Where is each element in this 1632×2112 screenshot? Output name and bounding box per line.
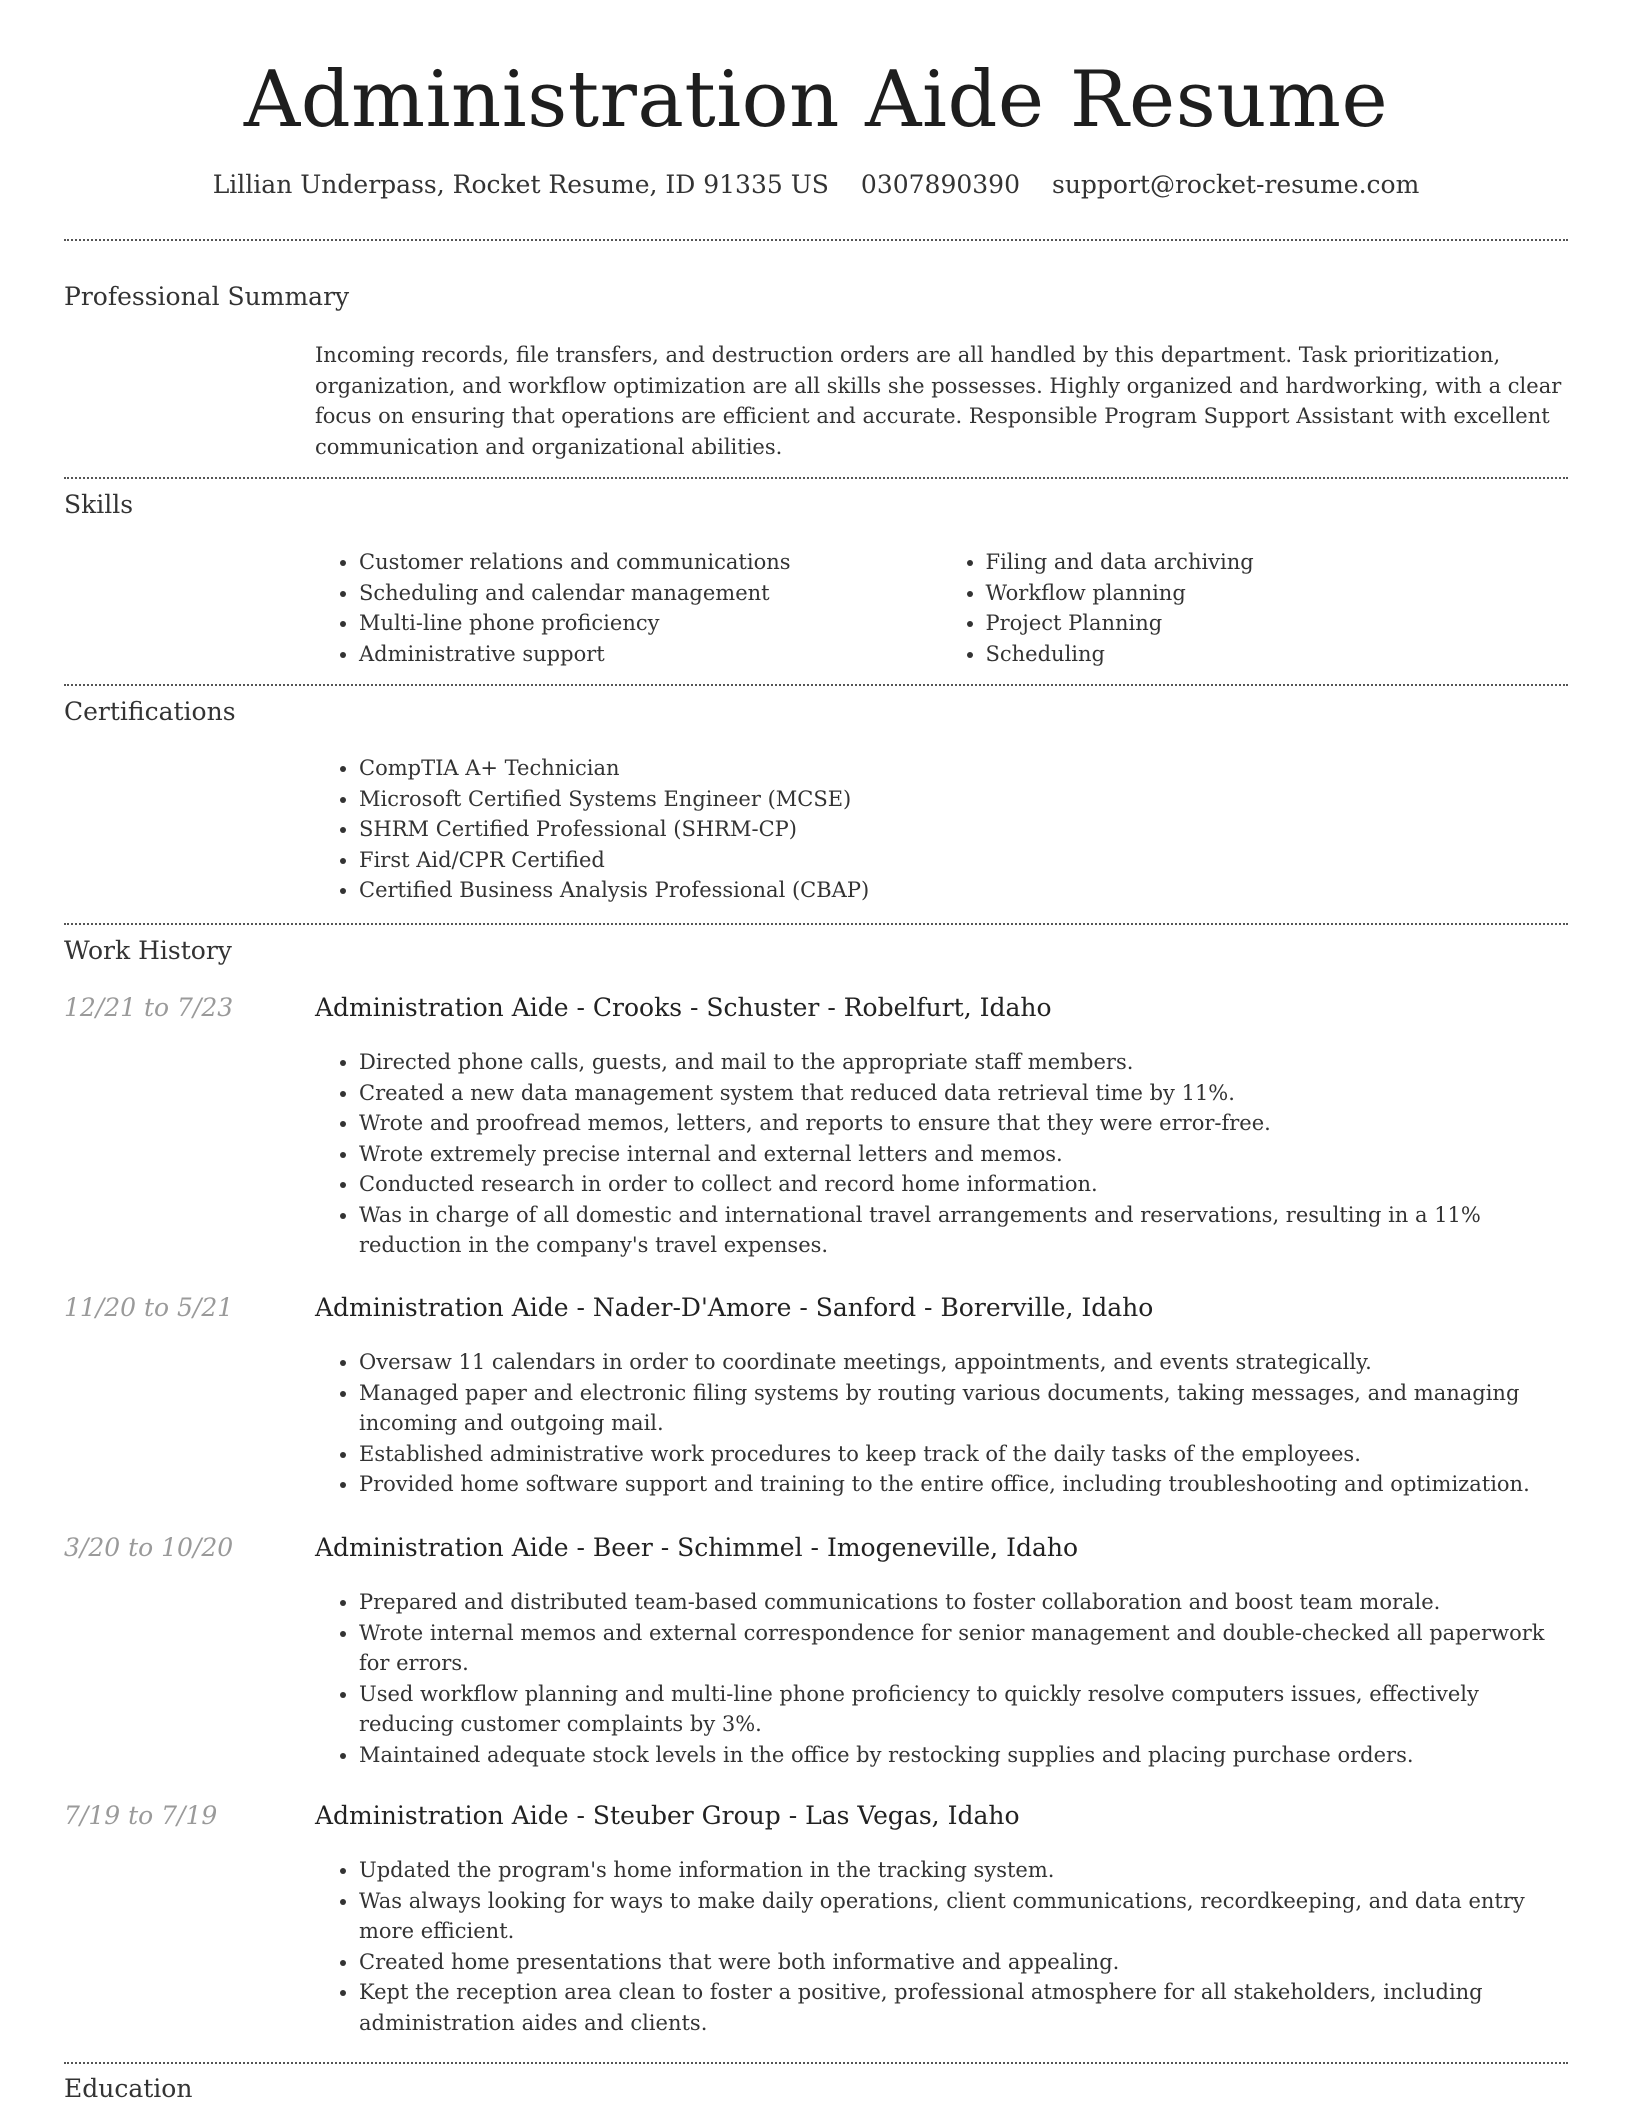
skill-item: • Multi-line phone proficiency: [359, 608, 942, 639]
duty-item: • Was always looking for ways to make daily operations, client communications, recordkeeping, and data entry more efficient.: [359, 1886, 1568, 1947]
divider: [64, 239, 1568, 241]
job-dates: 7/19 to 7/19: [64, 1801, 218, 1830]
section-heading-skills: Skills: [64, 490, 134, 519]
section-heading-work-history: Work History: [64, 936, 232, 965]
job-title: Administration Aide - Crooks - Schuster - Robelfurt, Idaho: [315, 993, 1052, 1022]
duty-item: • Updated the program's home information in the tracking system.: [359, 1855, 1568, 1886]
duty-item: • Wrote and proofread memos, letters, and reports to ensure that they were error-free.: [359, 1108, 1568, 1139]
skills-column-left: [315, 547, 942, 669]
certification-item: • First Aid/CPR Certified: [359, 845, 1568, 876]
skill-item: • Filing and data archiving: [986, 547, 1569, 578]
section-heading-education: Education: [64, 2074, 193, 2103]
job-duties: [315, 1347, 1568, 1500]
job-dates: 11/20 to 5/21: [64, 1293, 234, 1322]
job-duties: [315, 1855, 1568, 2038]
contact-line: [0, 170, 1632, 199]
contact-phone: 0307890390: [860, 170, 1020, 199]
certification-item: • Microsoft Certified Systems Engineer (MCSE): [359, 784, 1568, 815]
summary-body: [315, 340, 1568, 462]
divider: [64, 2062, 1568, 2064]
duty-item: • Directed phone calls, guests, and mail to the appropriate staff members.: [359, 1047, 1568, 1078]
page-title: Administration Aide Resume: [243, 55, 1389, 145]
job-title: Administration Aide - Nader-D'Amore - Sanford - Borerville, Idaho: [315, 1293, 1154, 1322]
duty-item: • Wrote extremely precise internal and external letters and memos.: [359, 1139, 1568, 1170]
skill-item: • Customer relations and communications: [359, 547, 942, 578]
duty-item: • Was in charge of all domestic and international travel arrangements and reservations, resulting in a 11% reduction in the company's travel expenses.: [359, 1200, 1568, 1261]
contact-address: Lillian Underpass, Rocket Resume, ID 91335 US: [212, 170, 829, 199]
skill-item: • Scheduling and calendar management: [359, 578, 942, 609]
job-dates: 3/20 to 10/20: [64, 1533, 234, 1562]
job-title: Administration Aide - Steuber Group - Las Vegas, Idaho: [315, 1801, 1020, 1830]
duty-item: • Kept the reception area clean to foster a positive, professional atmosphere for all stakeholders, including administration aides and clients.: [359, 1977, 1568, 2038]
skill-item: • Workflow planning: [986, 578, 1569, 609]
skill-item: • Scheduling: [986, 639, 1569, 670]
divider: [64, 923, 1568, 925]
resume-header: [0, 0, 1632, 199]
duty-item: • Conducted research in order to collect and record home information.: [359, 1169, 1568, 1200]
skill-item: • Administrative support: [359, 639, 942, 670]
duty-item: • Prepared and distributed team-based communications to foster collaboration and boost team morale.: [359, 1587, 1568, 1618]
summary-text: Incoming records, file transfers, and destruction orders are all handled by this department. Task prioritization, organization, and workflow optimization are all skills she possesses. Highly organized and hardworking, with a clear focus on ensuring that operations are efficient and accurate. Responsible Program Support Assistant with excellent communication and organizational abilities.: [315, 343, 1562, 459]
skill-item: • Project Planning: [986, 608, 1569, 639]
certification-item: • Certified Business Analysis Professional (CBAP): [359, 875, 1568, 906]
section-heading-summary: Professional Summary: [64, 282, 350, 311]
certifications-list: [315, 753, 1568, 906]
job-duties: [315, 1587, 1568, 1770]
certification-item: • SHRM Certified Professional (SHRM-CP): [359, 814, 1568, 845]
job-title: Administration Aide - Beer - Schimmel - Imogeneville, Idaho: [315, 1533, 1079, 1562]
duty-item: • Used workflow planning and multi-line phone proficiency to quickly resolve computers issues, effectively reducing customer complaints by 3%.: [359, 1679, 1568, 1740]
duty-item: • Provided home software support and training to the entire office, including troubleshooting and optimization.: [359, 1469, 1568, 1500]
duty-item: • Created a new data management system that reduced data retrieval time by 11%.: [359, 1078, 1568, 1109]
duty-item: • Created home presentations that were both informative and appealing.: [359, 1947, 1568, 1978]
skills-list: [315, 547, 1568, 669]
duty-item: • Wrote internal memos and external correspondence for senior management and double-checked all paperwork for errors.: [359, 1618, 1568, 1679]
job-dates: 12/21 to 7/23: [64, 993, 234, 1022]
contact-email: support@rocket-resume.com: [1051, 170, 1420, 199]
section-heading-certifications: Certifications: [64, 697, 236, 726]
job-duties: [315, 1047, 1568, 1261]
divider: [64, 684, 1568, 686]
duty-item: • Managed paper and electronic filing systems by routing various documents, taking messages, and managing incoming and outgoing mail.: [359, 1378, 1568, 1439]
duty-item: • Established administrative work procedures to keep track of the daily tasks of the employees.: [359, 1439, 1568, 1470]
duty-item: • Maintained adequate stock levels in the office by restocking supplies and placing purchase orders.: [359, 1740, 1568, 1771]
duty-item: • Oversaw 11 calendars in order to coordinate meetings, appointments, and events strategically.: [359, 1347, 1568, 1378]
skills-column-right: [942, 547, 1569, 669]
certification-item: • CompTIA A+ Technician: [359, 753, 1568, 784]
divider: [64, 477, 1568, 479]
